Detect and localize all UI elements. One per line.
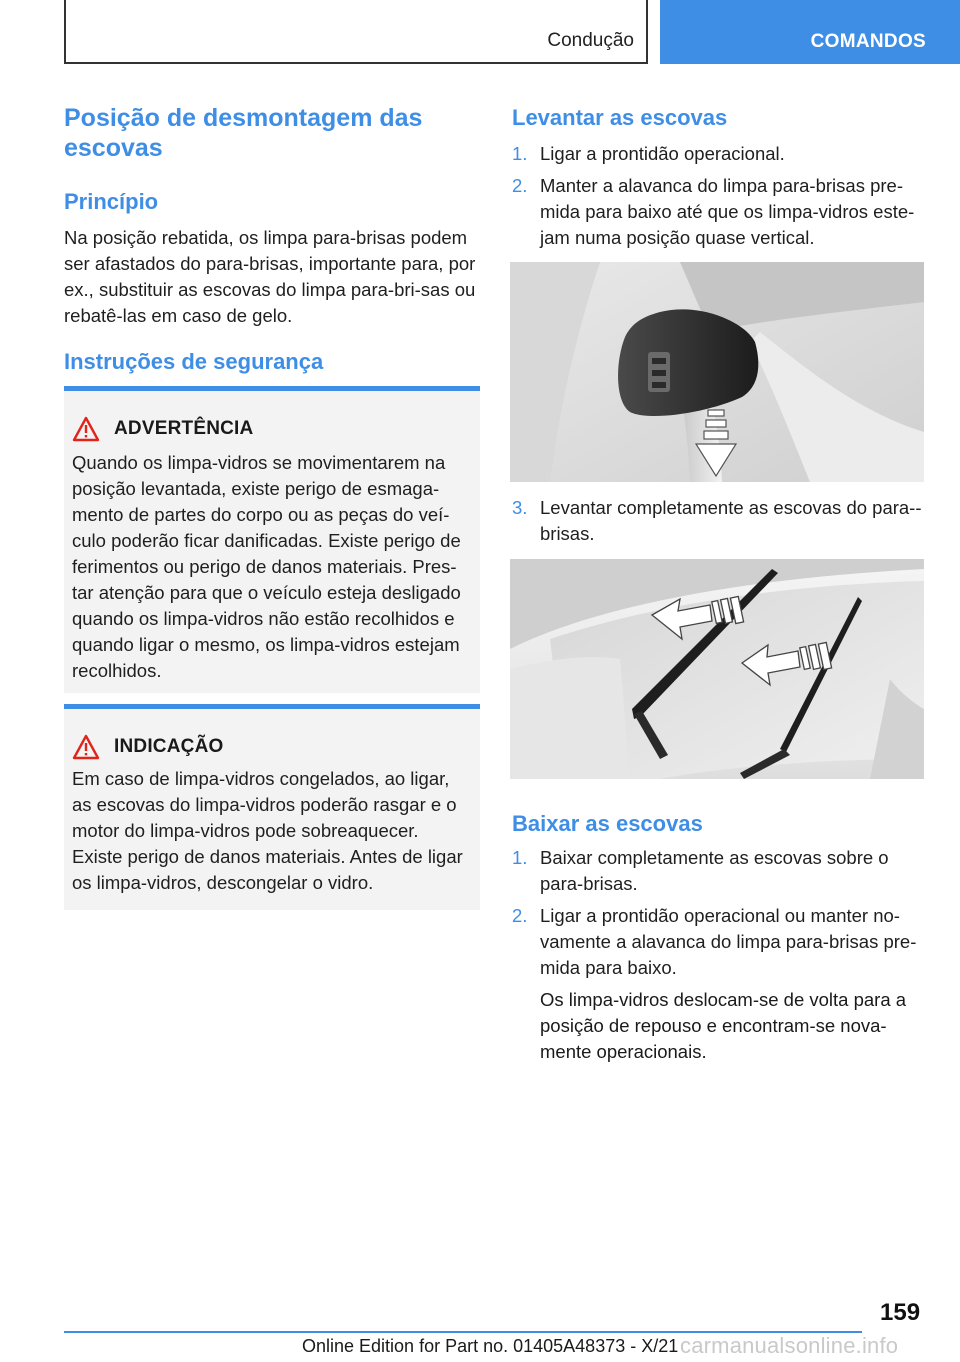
step-number: 3. xyxy=(512,497,528,518)
step-number: 1. xyxy=(512,847,528,868)
wipers-raised-illustration xyxy=(510,559,924,779)
page-number: 159 xyxy=(880,1299,921,1326)
principle-text: Na posição rebatida, os limpa para-brisas podem ser afastados do para-brisas, importante para, por ex., substituir as escovas do limpa para-bri-sas ou rebatê-las em caso de gelo. xyxy=(64,227,476,326)
header-section-tab xyxy=(64,0,648,64)
lower-steps-list xyxy=(510,845,924,1065)
lower-heading: Baixar as escovas xyxy=(512,811,703,836)
safety-heading: Instruções de segurança xyxy=(64,349,324,374)
raise-steps-list-continued xyxy=(510,495,924,553)
raise-steps-list xyxy=(510,141,924,257)
raise-heading: Levantar as escovas xyxy=(512,105,728,130)
list-item xyxy=(510,141,924,167)
step-number: 2. xyxy=(512,175,528,196)
principle-heading: Princípio xyxy=(64,189,159,214)
notice-title: INDICAÇÃO xyxy=(114,736,224,757)
watermark-site: carmanualsonline.info xyxy=(680,1333,899,1358)
step-text: Manter a alavanca do limpa para-brisas pre-mida para baixo até que os limpa-vidros este-jam numa posição quase vertical. xyxy=(540,175,915,248)
warning-box xyxy=(64,386,480,693)
section-title: Condução xyxy=(547,30,634,51)
warning-triangle-icon xyxy=(72,416,100,442)
warning-title: ADVERTÊNCIA xyxy=(114,418,254,439)
chapter-title: COMANDOS xyxy=(810,31,926,52)
header-chapter-tab xyxy=(660,0,960,64)
warning-triangle-icon xyxy=(72,734,100,760)
notice-text: Em caso de limpa-vidros congelados, ao ligar, as escovas do limpa-vidros poderão rasgar e o motor do limpa-vidros pode sobreaquecer. Existe perigo de danos materiais. Antes de ligar os limpa-vidros, descongelar o vidro. xyxy=(72,768,463,893)
step-number: 1. xyxy=(512,143,528,164)
step-text: Baixar completamente as escovas sobre o para-brisas. xyxy=(540,847,889,894)
page-title: Posição de desmontagem das escovas xyxy=(64,104,423,162)
notice-box xyxy=(64,704,480,910)
list-item xyxy=(510,495,924,547)
step-text: Levantar completamente as escovas do para--brisas. xyxy=(540,497,922,544)
list-item xyxy=(510,173,924,251)
edition-text: Online Edition for Part no. 01405A48373 - X/21 xyxy=(302,1336,679,1356)
warning-header xyxy=(72,415,253,443)
step-number: 2. xyxy=(512,905,528,926)
list-item xyxy=(510,845,924,897)
list-item xyxy=(510,903,924,981)
warning-text: Quando os limpa-vidros se movimentarem na posição levantada, existe perigo de esmaga-mento de partes do corpo ou as peças do veí-culo poderão ficar danificadas. Existe perigo de ferimentos ou perigo de danos materiais. Pres-tar atenção para que o veículo esteja desligado quando os limpa-vidros não estão recolhidos e quando ligar o mesmo, os limpa-vidros estejam recolhidos. xyxy=(72,452,461,681)
wiper-lever-illustration xyxy=(510,262,924,482)
lower-note: Os limpa-vidros deslocam-se de volta para a posição de repouso e encontram-se nova-mente operacionais. xyxy=(540,989,907,1062)
step-text: Ligar a prontidão operacional ou manter no-vamente a alavanca do limpa para-brisas pre-mida para baixo. xyxy=(540,905,917,978)
notice-header xyxy=(72,733,223,761)
step-text: Ligar a prontidão operacional. xyxy=(540,143,785,164)
